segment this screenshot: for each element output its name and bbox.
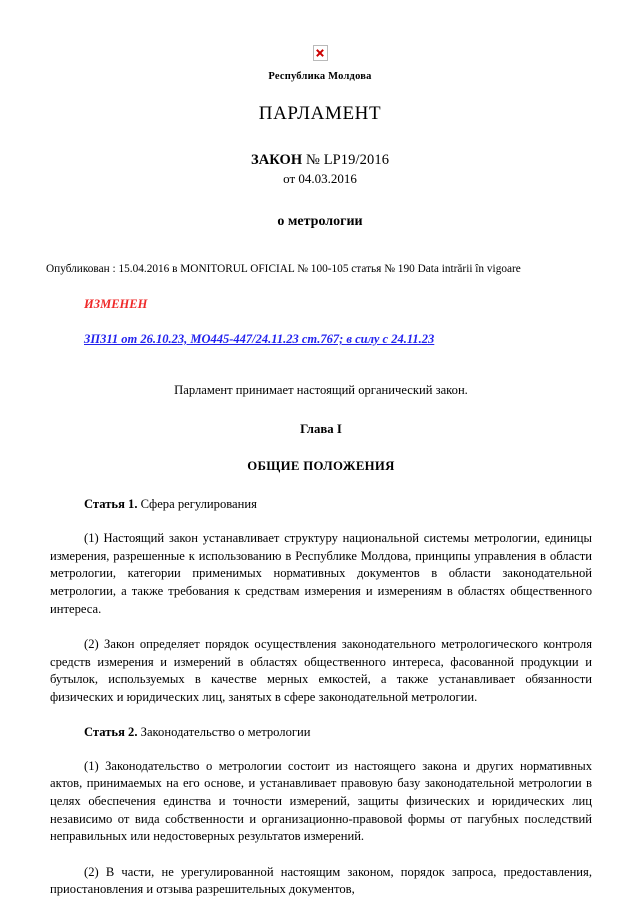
article-number: Статья 1. bbox=[84, 497, 138, 511]
law-number: № LP19/2016 bbox=[306, 152, 390, 168]
article-title: Сфера регулирования bbox=[140, 497, 257, 511]
preamble-text: Парламент принимает настоящий органический закон. bbox=[174, 383, 468, 397]
article-heading bbox=[50, 497, 592, 512]
law-label: ЗАКОН bbox=[250, 152, 303, 168]
article-heading bbox=[50, 725, 592, 740]
chapter-number: Глава I bbox=[300, 422, 342, 436]
broken-image-icon bbox=[313, 45, 328, 61]
amendment-block bbox=[0, 297, 640, 348]
article-title: Законодательство о метрологии bbox=[140, 724, 311, 739]
document-masthead bbox=[0, 0, 640, 230]
amendment-link[interactable]: ЗП311 от 26.10.23, МО445-447/24.11.23 ст.767; в силу с 24.11.23 bbox=[84, 332, 435, 346]
law-title: о метрологии bbox=[277, 214, 363, 229]
country-name: Республика Молдова bbox=[268, 71, 372, 82]
law-date: от 04.03.2016 bbox=[283, 171, 357, 186]
chapter-title: ОБЩИЕ ПОЛОЖЕНИЯ bbox=[247, 459, 395, 473]
document-body bbox=[0, 383, 640, 899]
law-number-line bbox=[0, 152, 640, 169]
article-paragraph: (2) В части, не урегулированной настоящим законом, порядок запроса, предоставления, приостановления и отзыва разрешительных документов, bbox=[50, 864, 592, 897]
article-paragraph: (1) Законодательство о метрологии состоит из настоящего закона и других нормативных актов, принимаемых на его основе, и устанавливает правовую базу законодательной метрологии в целях обеспечения единства и точности измерений, защиты физических и юридических лиц независимо от вида собственности и организационно-правовой формы от пагубных последствий неправильных или недостоверных результатов измерений. bbox=[50, 758, 592, 844]
amendment-flag: ИЗМЕНЕН bbox=[84, 297, 148, 311]
institution-name: ПАРЛАМЕНТ bbox=[258, 103, 382, 124]
article-paragraph: (2) Закон определяет порядок осуществления законодательного метрологического контроля средств измерения и измерений в областях общественного интереса, фасованной продукции и бутылок, используемых в качестве мерных емкостей, а также устанавливает обязанности физических и юридических лиц, занятых в сфере законодательной метрологии. bbox=[50, 637, 592, 704]
publication-line: Опубликован : 15.04.2016 в MONITORUL OFICIAL № 100-105 статья № 190 Data intrării în vigoare bbox=[46, 263, 521, 275]
article-number: Статья 2. bbox=[84, 724, 138, 739]
article-paragraph: (1) Настоящий закон устанавливает структуру национальной системы метрологии, единицы измерения, разрешенные к использованию в Республике Молдова, принципы управления в области метрологии, категории применимых нормативных документов в области законодательной метрологии, а также требования к средствам измерения и измерениям в областях общественного интереса. bbox=[50, 531, 592, 616]
